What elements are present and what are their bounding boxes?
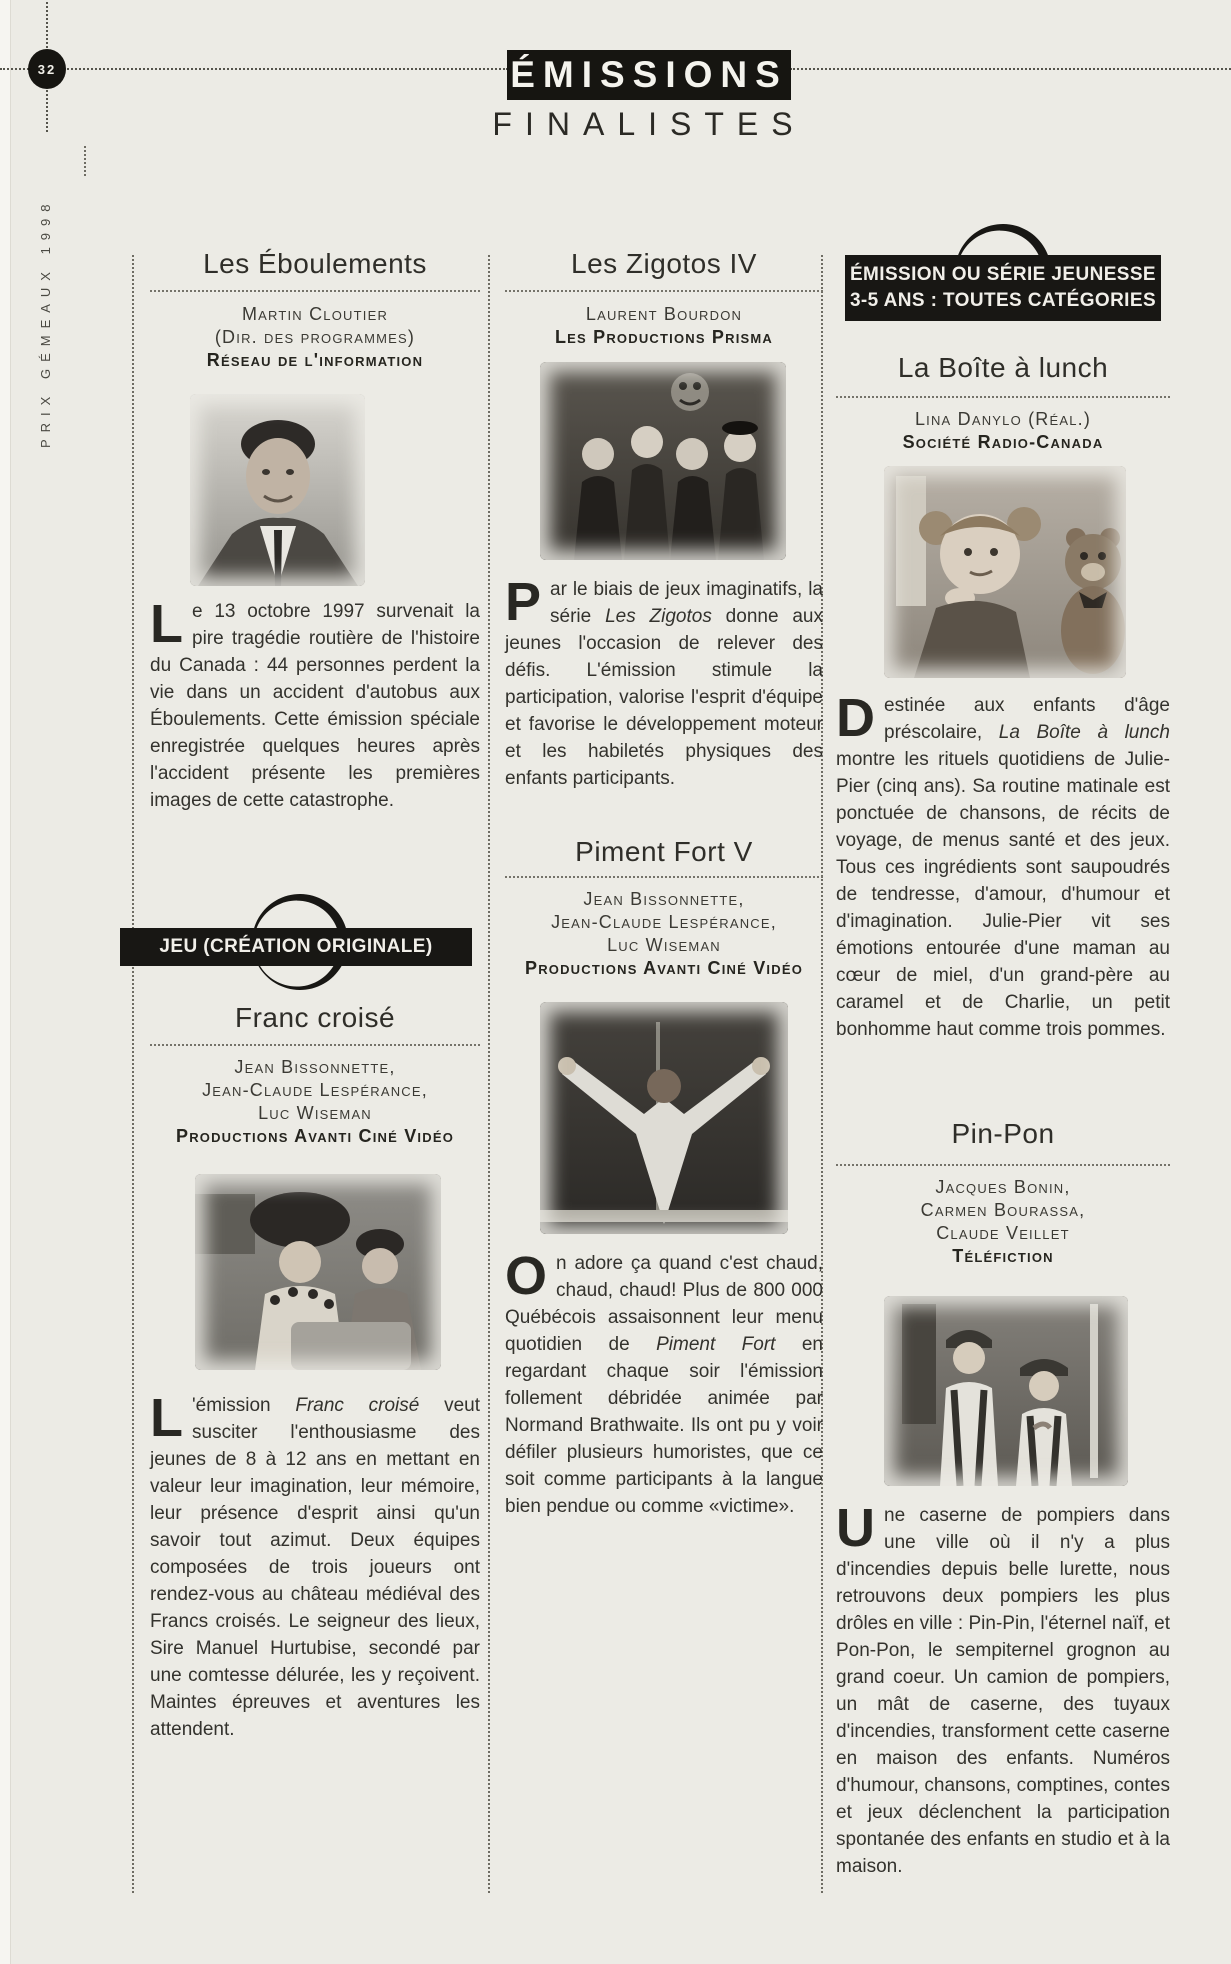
credit-line: Luc Wiseman bbox=[607, 935, 721, 955]
photo-les-zigotos bbox=[540, 362, 786, 560]
paragraph-text: n adore ça quand c'est chaud, chaud, chaud! Plus de 800 000 Québécois assaisonnent leur menu quotidien de Piment Fort en regardant chaque soir l'émission follement débridée animée par Normand Brathwaite. Ils ont pu y voir défiler plusieurs humoristes, que ce soit comme participants à la langue bien pendue ou comme «victime». bbox=[505, 1253, 823, 1517]
section-title-pin-pon: Pin-Pon bbox=[951, 1118, 1055, 1149]
column-divider-3 bbox=[821, 255, 823, 1893]
spine-text: PRIX GÉMEAUX 1998 bbox=[38, 197, 53, 448]
column-divider-2 bbox=[488, 255, 490, 1893]
title-rule bbox=[836, 396, 1170, 398]
paragraph-text: 'émission Franc croisé veut susciter l'enthousiasme des jeunes de 8 à 12 ans en mettant en valeur leur imagination, leur mémoire, leur présence d'esprit ainsi qu'un savoir tout azimut. Deux équipes composées de trois joueurs ont rendez-vous au château médiéval des Francs croisés. Le seigneur des lieux, Sire Manuel Hurtubise, secondé par une comtesse délurée, les y reçoivent. Maintes épreuves et aventures les attendent. bbox=[150, 1395, 480, 1740]
paragraph-piment-fort bbox=[505, 1246, 823, 1520]
credit-line: Jacques Bonin, bbox=[935, 1177, 1071, 1197]
drop-cap: D bbox=[836, 688, 875, 748]
producer-line: Les Productions Prisma bbox=[554, 327, 774, 347]
credit-line: Carmen Bourassa, bbox=[920, 1200, 1086, 1220]
credit-line: Lina Danylo (Réal.) bbox=[914, 409, 1092, 429]
photo-piment-fort bbox=[540, 1002, 788, 1234]
producer-line: Téléfiction bbox=[952, 1246, 1054, 1266]
paragraph-pin-pon bbox=[836, 1498, 1170, 1880]
group-cast-illustration bbox=[540, 362, 786, 560]
header-dotted-line-left bbox=[0, 68, 508, 70]
credits-la-boite-a-lunch bbox=[836, 408, 1170, 454]
paragraph-les-zigotos bbox=[505, 572, 823, 792]
title-rule bbox=[505, 876, 823, 878]
scan-edge bbox=[0, 0, 11, 1964]
category-label-line2: 3-5 ANS : TOUTES CATÉGORIES bbox=[849, 290, 1157, 311]
credit-line: Jean-Claude Lespérance, bbox=[202, 1080, 428, 1100]
two-firefighters-illustration bbox=[884, 1296, 1128, 1486]
title-rule bbox=[150, 1044, 480, 1046]
paragraph-text: e 13 octobre 1997 survenait la pire tragédie routière de l'histoire du Canada : 44 personnes perdent la vie dans un accident d'autobus aux Éboulements. Cette émission spéciale enregistrée quelques heures après l'accident présente les premières images de cette catastrophe. bbox=[150, 601, 480, 811]
category-banner-box bbox=[845, 255, 1161, 321]
paragraph-franc-croise bbox=[150, 1388, 480, 1743]
title-rule bbox=[150, 290, 480, 292]
section-title-les-eboulements: Les Éboulements bbox=[203, 248, 427, 279]
credits-pin-pon bbox=[836, 1176, 1170, 1268]
costumed-couple-illustration bbox=[195, 1174, 441, 1370]
photo-franc-croise bbox=[195, 1174, 441, 1370]
producer-line: Société Radio-Canada bbox=[902, 432, 1104, 452]
page-title: ÉMISSIONS bbox=[507, 50, 791, 100]
section-title-la-boite-a-lunch: La Boîte à lunch bbox=[897, 352, 1109, 383]
photo-les-eboulements bbox=[190, 394, 365, 586]
paragraph-text: estinée aux enfants d'âge préscolaire, La Boîte à lunch montre les rituels quotidiens de Julie-Pier (cinq ans). Sa routine matinale est ponctuée de chansons, de récits de voyage, de menus santé et des jeux. Tous ces ingrédients sont saupoudrés de tendresse, d'amour, d'humour et d'imagination. Julie-Pier vit ses émotions entourée d'une maman au cœur de miel, d'un grand-père au caramel et de Charlie, un petit bonhomme haut comme trois pommes. bbox=[836, 695, 1170, 1040]
title-rule bbox=[505, 290, 823, 292]
producer-line: Productions Avanti Ciné Vidéo bbox=[175, 1126, 455, 1146]
category-label-line1: ÉMISSION OU SÉRIE JEUNESSE bbox=[849, 264, 1157, 285]
credit-line: Jean Bissonnette, bbox=[583, 889, 745, 909]
spine-dotted-leader bbox=[84, 146, 86, 176]
title-rule bbox=[836, 1164, 1170, 1166]
section-title-piment-fort: Piment Fort V bbox=[575, 836, 753, 867]
category-banner-box bbox=[120, 928, 472, 966]
credits-les-zigotos bbox=[505, 303, 823, 349]
section-title-franc-croise: Franc croisé bbox=[234, 1002, 396, 1033]
credits-franc-croise bbox=[150, 1056, 480, 1148]
drop-cap: L bbox=[150, 1388, 183, 1448]
paragraph-la-boite-a-lunch bbox=[836, 688, 1170, 1043]
host-open-arms-illustration bbox=[540, 1002, 788, 1234]
category-banner-jeunesse bbox=[845, 222, 1161, 322]
category-banner-jeu bbox=[120, 892, 472, 990]
credit-line: (Dir. des programmes) bbox=[214, 327, 416, 347]
credit-line: Jean Bissonnette, bbox=[234, 1057, 396, 1077]
credit-line: Luc Wiseman bbox=[258, 1103, 372, 1123]
paragraph-text: ar le biais de jeux imaginatifs, la série Les Zigotos donne aux jeunes l'occasion de relever des défis. L'émission stimule la participation, valorise l'esprit d'équipe et favorise le développement moteur et les habiletés physiques des enfants participants. bbox=[505, 579, 823, 789]
photo-la-boite-a-lunch bbox=[884, 466, 1126, 678]
category-label: JEU (CRÉATION ORIGINALE) bbox=[159, 936, 433, 957]
girl-and-teddy-illustration bbox=[884, 466, 1126, 678]
producer-line: Réseau de l'information bbox=[206, 350, 424, 370]
credit-line: Jean-Claude Lespérance, bbox=[551, 912, 777, 932]
credit-line: Martin Cloutier bbox=[241, 304, 389, 324]
paragraph-les-eboulements bbox=[150, 594, 480, 814]
credit-line: Laurent Bourdon bbox=[585, 304, 743, 324]
drop-cap: P bbox=[505, 572, 542, 632]
credits-les-eboulements bbox=[150, 303, 480, 372]
page-subtitle: FINALISTES bbox=[492, 106, 806, 142]
portrait-man-illustration bbox=[190, 394, 365, 586]
drop-cap: L bbox=[150, 594, 183, 654]
credit-line: Claude Veillet bbox=[936, 1223, 1070, 1243]
producer-line: Productions Avanti Ciné Vidéo bbox=[524, 958, 804, 978]
credits-piment-fort bbox=[505, 888, 823, 980]
section-title-les-zigotos: Les Zigotos IV bbox=[571, 248, 757, 279]
column-divider-1 bbox=[132, 255, 134, 1893]
header-dotted-line-right bbox=[790, 68, 1231, 70]
page-number: 32 bbox=[28, 49, 66, 89]
paragraph-text: ne caserne de pompiers dans une ville où il n'y a plus d'incendies depuis belle lurette, nous retrouvons deux pompiers les plus drôles en ville : Pin-Pin, l'éternel naïf, et Pon-Pon, le sempiternel grognon au grand coeur. Un camion de pompiers, un mât de caserne, des tuyaux d'incendies, transforment cette caserne en maison des enfants. Numéros d'humour, chansons, comptines, contes et jeux déclenchent la participation spontanée des enfants en studio et à la maison. bbox=[836, 1505, 1170, 1877]
drop-cap: O bbox=[505, 1246, 548, 1306]
drop-cap: U bbox=[836, 1498, 875, 1558]
photo-pin-pon bbox=[884, 1296, 1128, 1486]
